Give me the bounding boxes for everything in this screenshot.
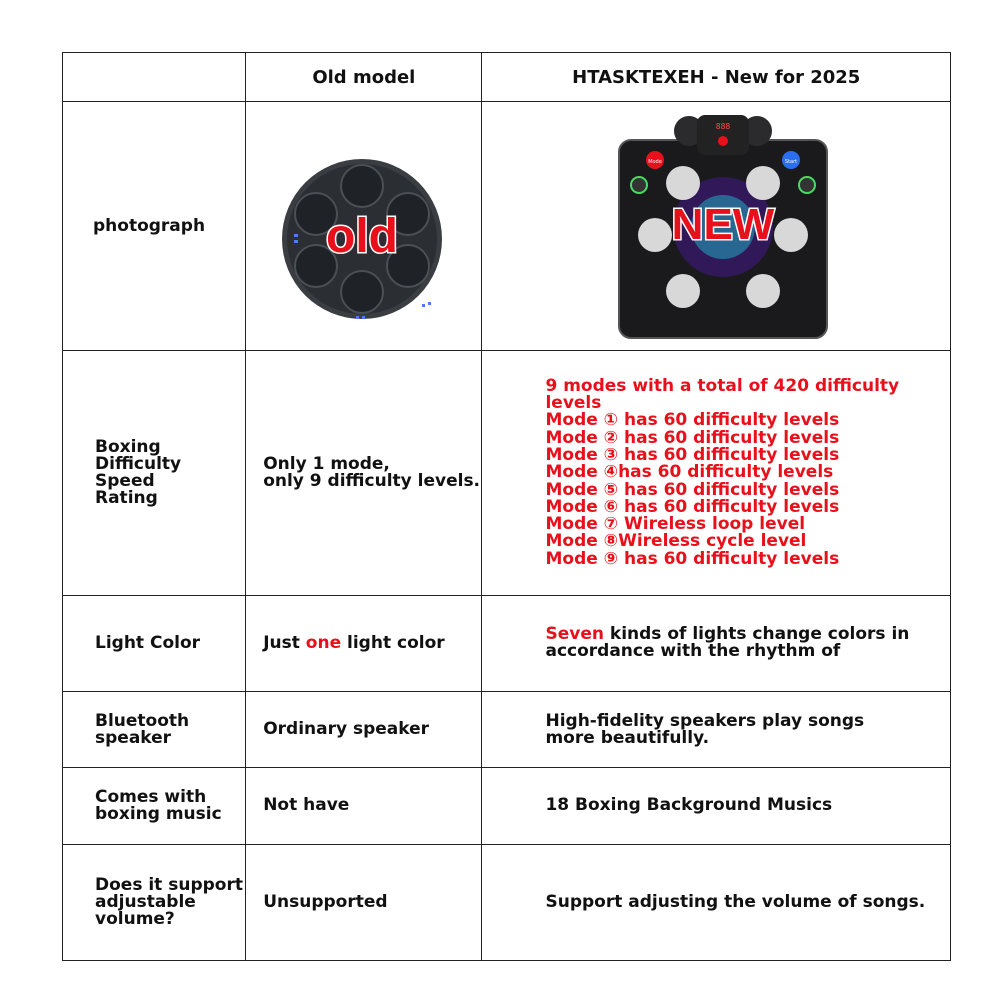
difficulty-label-line: Rating [95,487,158,508]
speaker-label-line: Bluetooth [95,710,190,731]
light-new-line2: accordance with the rhythm of [545,641,841,662]
volume-new: Support adjusting the volume of songs. [482,844,951,960]
new-display: 888 [716,122,731,132]
music-new: 18 Boxing Background Musics [482,768,951,844]
old-photo-cell [246,102,482,351]
old-overlay-label: old [326,210,399,264]
music-old: Not have [246,768,482,844]
header-row [63,53,951,102]
difficulty-label-line: Speed [95,470,155,491]
difficulty-row [63,350,951,595]
header-old-model: Old model [246,53,482,102]
difficulty-new-line: levels [545,393,602,414]
difficulty-label-line: Difficulty [95,453,182,474]
difficulty-label-line: Boxing [95,436,161,457]
light-row [63,595,951,691]
old-device-image [282,154,442,324]
volume-old: Unsupported [246,844,482,960]
speaker-row [63,692,951,768]
new-mode-button: Mode [648,159,663,166]
light-old [246,595,482,691]
speaker-new-line: High-fidelity speakers play songs [545,710,865,731]
music-label [63,768,246,844]
mode-line: Mode ⑥ has 60 difficulty levels [545,496,840,517]
photograph-label: photograph [63,102,246,351]
volume-row [63,844,951,960]
music-row [63,768,951,844]
light-label: Light Color [63,595,246,691]
difficulty-old-line: Only 1 mode, [263,453,390,474]
mode-line: Mode ② has 60 difficulty levels [545,427,840,448]
light-old-post: light color [341,632,445,653]
mode-line: Mode ⑧Wireless cycle level [545,531,807,552]
volume-label-line: volume? [95,908,175,929]
light-old-pre: Just [263,632,306,653]
volume-label [63,844,246,960]
light-new-highlight: Seven [545,624,604,645]
difficulty-old-line: only 9 difficulty levels. [263,470,481,491]
mode-line: Mode ① has 60 difficulty levels [545,410,840,431]
new-overlay-label: NEW [672,200,775,250]
volume-label-line: adjustable [95,891,196,912]
mode-line: Mode ⑨ has 60 difficulty levels [545,548,840,569]
light-new [482,595,951,691]
comparison-table [62,52,951,961]
difficulty-label [63,350,246,595]
header-feature-cell [63,53,246,102]
light-new-line1-rest: kinds of lights change colors in [603,624,910,645]
difficulty-new-line: 9 modes with a total of 420 difficulty [545,375,900,396]
difficulty-old [246,350,482,595]
mode-line: Mode ⑤ has 60 difficulty levels [545,479,840,500]
difficulty-new [482,350,951,595]
music-label-line: Comes with [95,786,207,807]
mode-line: Mode ④has 60 difficulty levels [545,462,834,483]
mode-line: Mode ⑦ Wireless loop level [545,514,806,535]
new-photo-cell [482,102,951,351]
photograph-row [63,102,951,351]
speaker-new [482,692,951,768]
volume-label-line: Does it support [95,874,243,895]
new-device-image [617,115,829,340]
speaker-new-line: more beautifully. [545,727,710,748]
speaker-label-line: speaker [95,727,172,748]
light-old-highlight: one [305,632,342,653]
speaker-label [63,692,246,768]
music-label-line: boxing music [95,803,222,824]
speaker-old: Ordinary speaker [246,692,482,768]
mode-line: Mode ③ has 60 difficulty levels [545,444,840,465]
new-start-button: Start [785,159,798,166]
header-new-model: HTASKTEXEH - New for 2025 [482,53,951,102]
